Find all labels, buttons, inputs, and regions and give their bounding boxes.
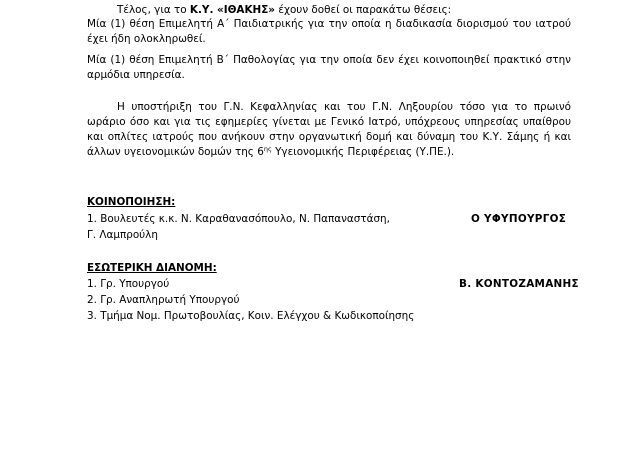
support-text-end: Υγειονομικής Περιφέρειας (Υ.ΠΕ.).	[271, 146, 455, 158]
signer-name: Β. ΚΟΝΤΟΖΑΜΑΝΗΣ	[459, 278, 579, 290]
distribution-item: 3. Τμήμα Νομ. Πρωτοβουλίας, Κοιν. Ελέγχου & Κωδικοποίησης	[87, 310, 415, 322]
intro-suffix: έχουν δοθεί οι παρακάτω θέσεις:	[275, 4, 452, 16]
health-center-label: Κ.Υ. «ΙΘΑΚΗΣ»	[189, 4, 276, 16]
signer-title: Ο ΥΦΥΠΟΥΡΓΟΣ	[471, 213, 567, 225]
ordinal-superscript: ης	[263, 145, 272, 153]
position-paediatrics: Μία (1) θέση Επιμελητή Α΄ Παιδιατρικής για την οποία η διαδικασία διορισμού του ιατρού έχει ήδη ολοκληρωθεί.	[87, 18, 571, 45]
distribution-heading: ΕΣΩΤΕΡΙΚΗ ΔΙΑΝΟΜΗ:	[87, 262, 217, 274]
support-text: Η υποστήριξη του Γ.Ν. Κεφαλληνίας και του Γ.Ν. Ληξουρίου τόσο για το πρωινό ωράριο όσο και για τις εφημερίες γίνεται με Γενικό Ιατρό, υπόχρεους υπηρεσίας υπαίθρου και οπλίτες ιατρούς που ανήκουν στην οργανωτική δομή και δύναμη του Κ.Υ. Σάμης ή και άλλων υγειονομικών δομών της 6	[87, 101, 571, 158]
distribution-item: 2. Γρ. Αναπληρωτή Υπουργού	[87, 294, 240, 306]
support-paragraph	[87, 100, 571, 160]
notification-item: 1. Βουλευτές κ.κ. Ν. Καραθανασόπουλο, Ν. Παπαναστάση,	[87, 213, 390, 225]
notification-item-continued: Γ. Λαμπρούλη	[87, 229, 158, 241]
intro-line	[117, 3, 451, 17]
position-pathology: Μία (1) θέση Επιμελητή Β΄ Παθολογίας για την οποία δεν έχει κοινοποιηθεί πρακτικό στην αρμόδια υπηρεσία.	[87, 54, 571, 81]
notification-heading: ΚΟΙΝΟΠΟΙΗΣΗ:	[87, 196, 176, 208]
intro-prefix: Τέλος, για το	[117, 4, 190, 16]
distribution-item: 1. Γρ. Υπουργού	[87, 278, 170, 290]
